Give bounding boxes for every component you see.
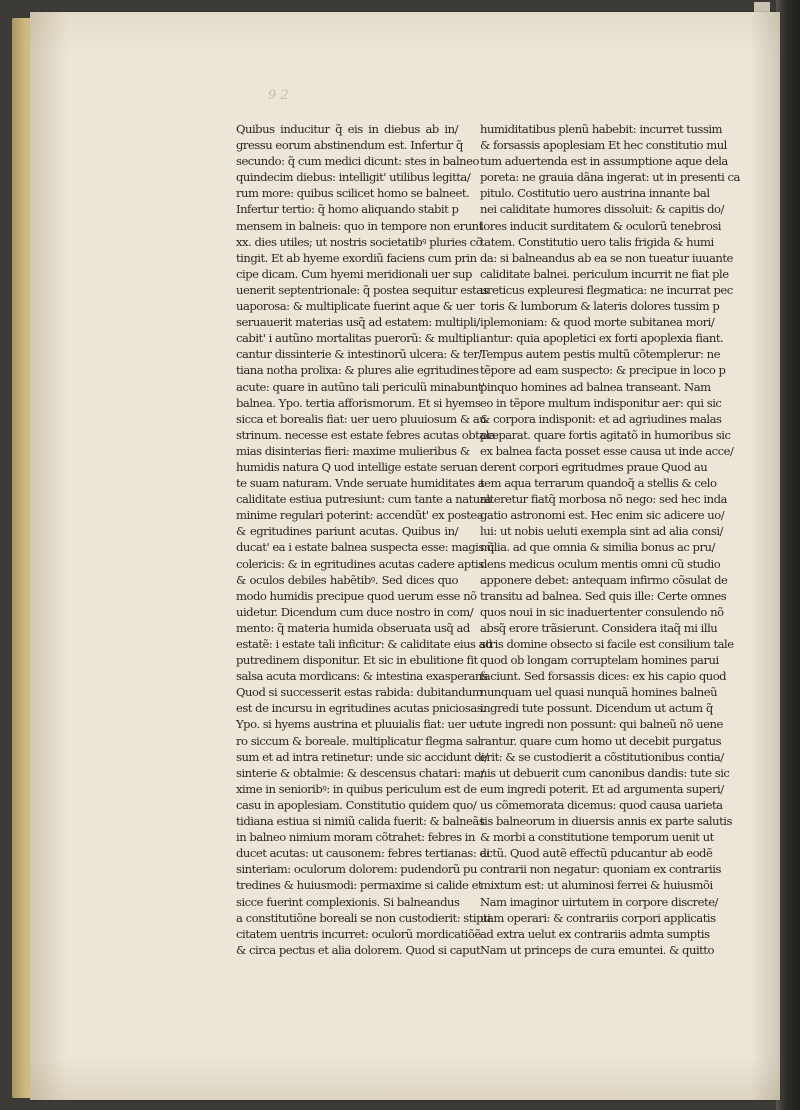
text-line: mias disinterias fieri: maxime mulieribus & [236, 443, 470, 458]
text-line: mento: q̃ materia humida obseruata usq̃ ad [236, 620, 470, 635]
text-line: mixtum est: ut aluminosi ferrei & huiusmõi [480, 878, 713, 893]
text-line: absq̃ erore trãsierunt. Considera itaq̃ mi illu [480, 620, 718, 635]
text-line: Quibus inducitur q̃ eis in diebus ab in/ [236, 122, 458, 136]
text-line: Tempus autem pestis multũ cõtemplerur: ne [480, 347, 720, 362]
text-line: strinum. necesse est estate febres acutas obtala [236, 427, 496, 442]
text-line: uenerit septentrionale: q̃ postea sequitur estas [236, 282, 489, 297]
right-text-column [480, 121, 740, 958]
text-line: minime regulari poterint: accendũt' ex postea [236, 508, 484, 523]
text-line: da: si balneandus ab ea se non tueatur iuuante [480, 250, 733, 265]
text-line: faciunt. Sed forsassis dices: ex his capio quod [480, 669, 727, 684]
text-line: humidis natura Q uod intellige estate seruan [236, 459, 478, 474]
text-line: xime in senioribꝰ: in quibus periculum est de [236, 781, 477, 796]
text-line: eum ingredi poterit. Et ad argumenta superi/ [480, 781, 724, 796]
text-line: & oculos debiles habẽtibꝰ. Sed dices quo [236, 572, 458, 587]
text-line: cabit' i autũno mortalitas puerorũ: & multipli [236, 331, 480, 346]
text-line: actũ. Quod autẽ effectũ pducantur ab eodẽ [480, 846, 713, 861]
text-line: sinterie & obtalmie: & descensus chatari: ma/ [236, 765, 484, 780]
text-line: pinquo homines ad balnea transeant. Nam [480, 379, 711, 394]
text-line: tum aduertenda est in assumptione aque dela [480, 154, 728, 169]
text-line: stris domine obsecto si facile est consilium tale [480, 637, 734, 651]
text-line: caliditate balnei. periculum incurrit ne fiat ple [480, 266, 729, 281]
text-line: transitu ad balnea. Sed quis ille: Certe omnes [480, 588, 727, 603]
text-line: tingit. Et ab hyeme exordiũ faciens cum prin [236, 250, 477, 265]
text-line: quod ob longam corruptelam homines parui [480, 653, 719, 668]
text-line: caliditate estiua putresiunt: cum tante a natura [236, 492, 492, 507]
text-line: xx. dies utiles; ut nostris societatibꝰ pluries cõ [236, 234, 483, 249]
text-line: derent corpori egritudmes praue Quod au [480, 459, 708, 474]
text-line: ducat' ea i estate balnea suspecta esse: magis q̃ [236, 540, 494, 555]
text-line: Infertur tertio: q̃ homo aliquando stabit p [236, 202, 459, 217]
text-line: cantur dissinterie & intestinorũ ulcera: & ter/ [236, 347, 482, 362]
text-line: nunquam uel quasi nunquã homines balneũ [480, 685, 718, 700]
text-line: pitulo. Costitutio uero austrina innante bal [480, 186, 710, 201]
text-line: sinteriam: oculorum dolorem: pudendorũ pu [236, 862, 477, 877]
text-line: casu in apoplesiam. Constitutio quidem quo/ [236, 797, 477, 812]
text-line: tiana notha prolixa: & plures alie egritudines [236, 363, 479, 378]
text-line: & morbi a constitutione temporum uenit ut [480, 830, 714, 845]
text-line: a constitutiõne boreali se non custodierit: stipti [236, 910, 491, 925]
text-line: lores inducit surditatem & oculorũ tenebrosi [480, 218, 721, 233]
text-line: acute: quare in autũno tali periculũ minabunt' [236, 379, 485, 394]
text-line: tis balneorum in diuersis annis ex parte salutis [480, 814, 732, 829]
text-line: tem aqua terrarum quandoq̃ a stellis & celo [480, 476, 717, 491]
text-line: te suam naturam. Vnde seruate humiditates a [236, 476, 485, 491]
text-line: nis ut debuerit cum canonibus dandis: tute sic [480, 765, 730, 780]
text-line: tatem. Constitutio uero talis frigida & humi [480, 234, 714, 249]
text-line: us cõmemorata dicemus: quod causa uarieta [480, 797, 723, 812]
text-line: antur: quia apopletici ex forti apoplexia fiant. [480, 331, 724, 346]
text-line: lui: ut nobis ueluti exempla sint ad alia consi/ [480, 524, 723, 539]
text-line: rum more: quibus scilicet homo se balneet. [236, 186, 470, 201]
text-line: colericis: & in egritudines acutas cadere aptis [236, 556, 484, 571]
text-line: ad extra uelut ex contrariis admta sumptis [480, 926, 710, 941]
text-line: preparat. quare fortis agitatõ in humoribus sic [480, 427, 731, 442]
text-line: modo humidis precipue quod uerum esse nõ [236, 588, 477, 603]
text-line: eo in tẽpore multum indisponitur aer: qui sic [480, 395, 722, 410]
text-line: ureticus expleuresi flegmatica: ne incurrat pec [480, 282, 733, 297]
text-line: uam operari: & contrariis corpori applicatis [480, 910, 716, 925]
text-line: & circa pectus et alia dolorem. Quod si caput [236, 942, 481, 957]
text-line: uaporosa: & multiplicate fuerint aque & uer [236, 299, 475, 314]
text-line: dens medicus oculum mentis omni cũ studio [480, 556, 721, 571]
text-line: secundo: q̃ cum medici dicunt: stes in balneo [236, 154, 479, 169]
text-line: toris & lumborum & lateris dolores tussim p [480, 299, 720, 314]
text-line: Nam ut princeps de cura emuntei. & quitto [480, 942, 714, 957]
text-line: uidetur. Dicendum cum duce nostro in com/ [236, 604, 474, 619]
text-line: ducet acutas: ut causonem: febres tertianas: di [236, 846, 490, 861]
text-line: estatẽ: i estate tali inficitur: & caliditate eius ad [236, 637, 493, 651]
text-line: citatem uentris incurret: oculorũ mordicatiõẽ [236, 926, 481, 941]
text-line: est de incursu in egritudines acutas pniciosas. [236, 701, 486, 716]
text-line: tẽpore ad eam suspecto: & precipue in loco p [480, 363, 726, 378]
text-line: Nam imaginor uirtutem in corpore discrete/ [480, 894, 718, 909]
text-line: seruauerit materias usq̃ ad estatem: multipli/ [236, 315, 480, 330]
text-line: sicce fuerint complexionis. Si balneandus [236, 894, 460, 909]
text-line: rantur. quare cum homo ut decebit purgatus [480, 733, 722, 748]
text-line: cipe dicam. Cum hyemi meridionali uer sup [236, 266, 472, 281]
text-line: & corpora indisponit: et ad agriudines malas [480, 411, 722, 426]
text-line: alteretur fiatq̃ morbosa nõ nego: sed hec inda [480, 492, 727, 507]
text-line: humiditatibus plenũ habebit: incurret tussim [480, 122, 723, 136]
text-line: milia. ad que omnia & similia bonus ac pru/ [480, 540, 715, 555]
text-line: poreta: ne grauia dãna ingerat: ut in presenti ca [480, 170, 740, 185]
text-line: tidiana estiua si nimiũ calida fuerit: & balneãs [236, 814, 485, 829]
text-line: gressu eorum abstinendum est. Infertur q̃ [236, 138, 463, 153]
text-line: Quod si successerit estas rabida: dubitandum [236, 685, 483, 700]
left-text-column [236, 121, 496, 958]
text-line: ro siccum & boreale. multiplicatur flegma sal [236, 733, 481, 748]
text-line: erit: & se custodierit a cõstitutionibus contia/ [480, 749, 724, 764]
text-line: contrarii non negatur: quoniam ex contrariis [480, 862, 721, 877]
text-line: Ypo. si hyems austrina et pluuialis fiat: uer ue [236, 717, 483, 732]
text-line: in balneo nimium moram cõtrahet: febres in [236, 830, 475, 845]
text-line: apponere debet: antequam infirmo cõsulat de [480, 572, 728, 587]
text-line: ingredi tute possunt. Dicendum ut actum q̃ [480, 701, 713, 716]
text-line: tute ingredi non possunt: qui balneũ nõ uene [480, 717, 723, 732]
text-line: balnea. Ypo. tertia afforismorum. Et si hyems [236, 395, 481, 410]
text-line: putredinem disponitur. Et sic in ebulitione fit [236, 653, 478, 668]
text-line: iplemoniam: & quod morte subitanea mori/ [480, 315, 715, 330]
folio-number: 9 2 [268, 88, 289, 103]
text-line: sicca et borealis fiat: uer uero pluuiosum & au [236, 411, 487, 426]
text-line: salsa acuta mordicans: & intestina exasperans [236, 669, 488, 684]
text-line: mensem in balneis: quo in tempore non erunt [236, 218, 483, 233]
text-line: gatio astronomi est. Hec enim sic adicere uo/ [480, 508, 725, 523]
text-line: ex balnea facta posset esse causa ut inde acce/ [480, 443, 734, 458]
text-line: & egritudines pariunt acutas. Quibus in/ [236, 524, 458, 539]
text-line: quindecim diebus: intelligit' utilibus legitta/ [236, 170, 471, 185]
text-line: sum et ad intra retinetur: unde sic accidunt di/ [236, 749, 488, 764]
text-line: nei caliditate humores dissoluit: & capitis do/ [480, 202, 724, 217]
text-line: & forsassis apoplesiam Et hec constitutio mul [480, 138, 727, 153]
text-line: quos noui in sic inaduertenter consulendo nõ [480, 604, 724, 619]
text-line: tredines & huiusmodi: permaxime si calide et [236, 878, 483, 893]
